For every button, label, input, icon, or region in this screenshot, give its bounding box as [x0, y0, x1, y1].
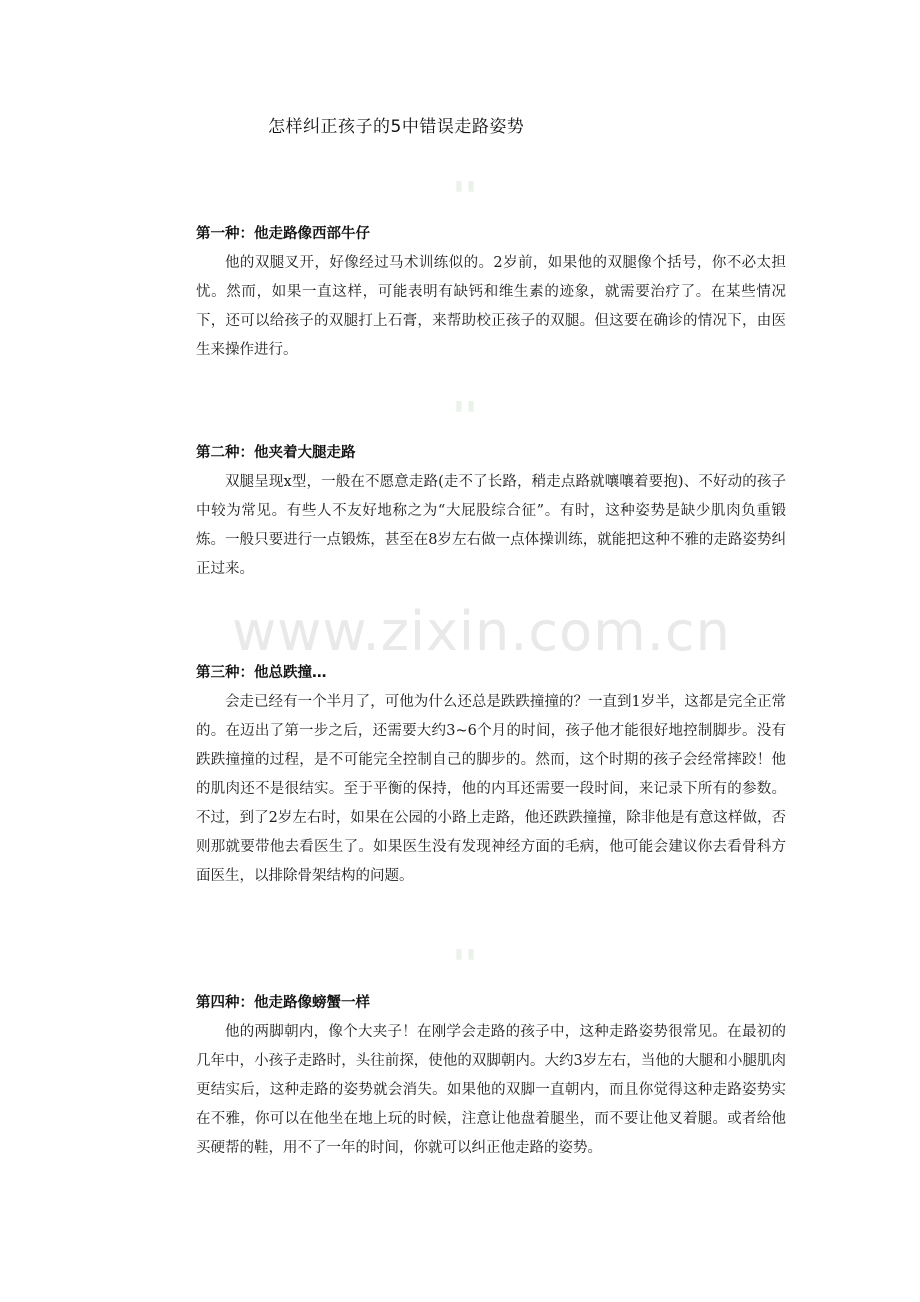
faint-mark-1: ▮ ▮ — [455, 178, 475, 194]
section-heading: 第三种：他总跌撞… — [196, 665, 327, 681]
watermark: www.zixin.com.cn — [232, 600, 731, 663]
document-title: 怎样纠正孩子的5中错误走路姿势 — [268, 117, 525, 137]
section-body: 他的两脚朝内，像个大夹子！在刚学会走路的孩子中，这种走路姿势很常见。在最初的几年中，小孩子走路时，头往前探，使他的双脚朝内。大约3岁左右，当他的大腿和小腿肌肉更结实后，这种走路的姿势就会消失。如果他的双脚一直朝内，而且你觉得这种走路姿势实在不雅，你可以在他坐在地上玩的时候，注意让他盘着腿坐，而不要让他叉着腿。或者给他买硬帮的鞋，用不了一年的时间，你就可以纠正他走路的姿势。 — [196, 1024, 786, 1156]
section-2 — [196, 442, 786, 584]
section-1 — [196, 223, 786, 365]
faint-mark-2: ▮ ▮ — [455, 398, 475, 414]
section-body: 会走已经有一个半月了，可他为什么还总是跌跌撞撞的？一直到1岁半，这都是完全正常的。在迈出了第一步之后，还需要大约3~6个月的时间，孩子他才能很好地控制脚步。没有跌跌撞撞的过程，是不可能完全控制自己的脚步的。然而，这个时期的孩子会经常摔跤！他的肌肉还不是很结实。至于平衡的保持，他的内耳还需要一段时间，来记录下所有的参数。不过，到了2岁左右时，如果在公园的小路上走路，他还跌跌撞撞，除非他是有意这样做，否则那就要带他去看医生了。如果医生没有发现神经方面的毛病，他可能会建议你去看骨科方面医生，以排除骨架结构的问题。 — [196, 694, 786, 884]
section-body: 他的双腿叉开，好像经过马术训练似的。2岁前，如果他的双腿像个括号，你不必太担忧。然而，如果一直这样，可能表明有缺钙和维生素的迹象，就需要治疗了。在某些情况下，还可以给孩子的双腿打上石膏，来帮助校正孩子的双腿。但这要在确诊的情况下，由医生来操作进行。 — [196, 255, 786, 358]
section-4 — [196, 992, 786, 1163]
section-3 — [196, 662, 786, 891]
section-body: 双腿呈现x型，一般在不愿意走路(走不了长路，稍走点路就嚷嚷着要抱)、不好动的孩子中较为常见。有些人不友好地称之为“大屁股综合征”。有时，这种姿势是缺少肌肉负重锻炼。一般只要进行一点锻炼，甚至在8岁左右做一点体操训练，就能把这种不雅的走路姿势纠正过来。 — [196, 474, 786, 577]
faint-mark-3: ▮ ▮ — [455, 946, 475, 962]
section-heading: 第一种：他走路像西部牛仔 — [196, 226, 370, 242]
section-heading: 第二种：他夹着大腿走路 — [196, 445, 356, 461]
section-heading: 第四种：他走路像螃蟹一样 — [196, 995, 370, 1011]
